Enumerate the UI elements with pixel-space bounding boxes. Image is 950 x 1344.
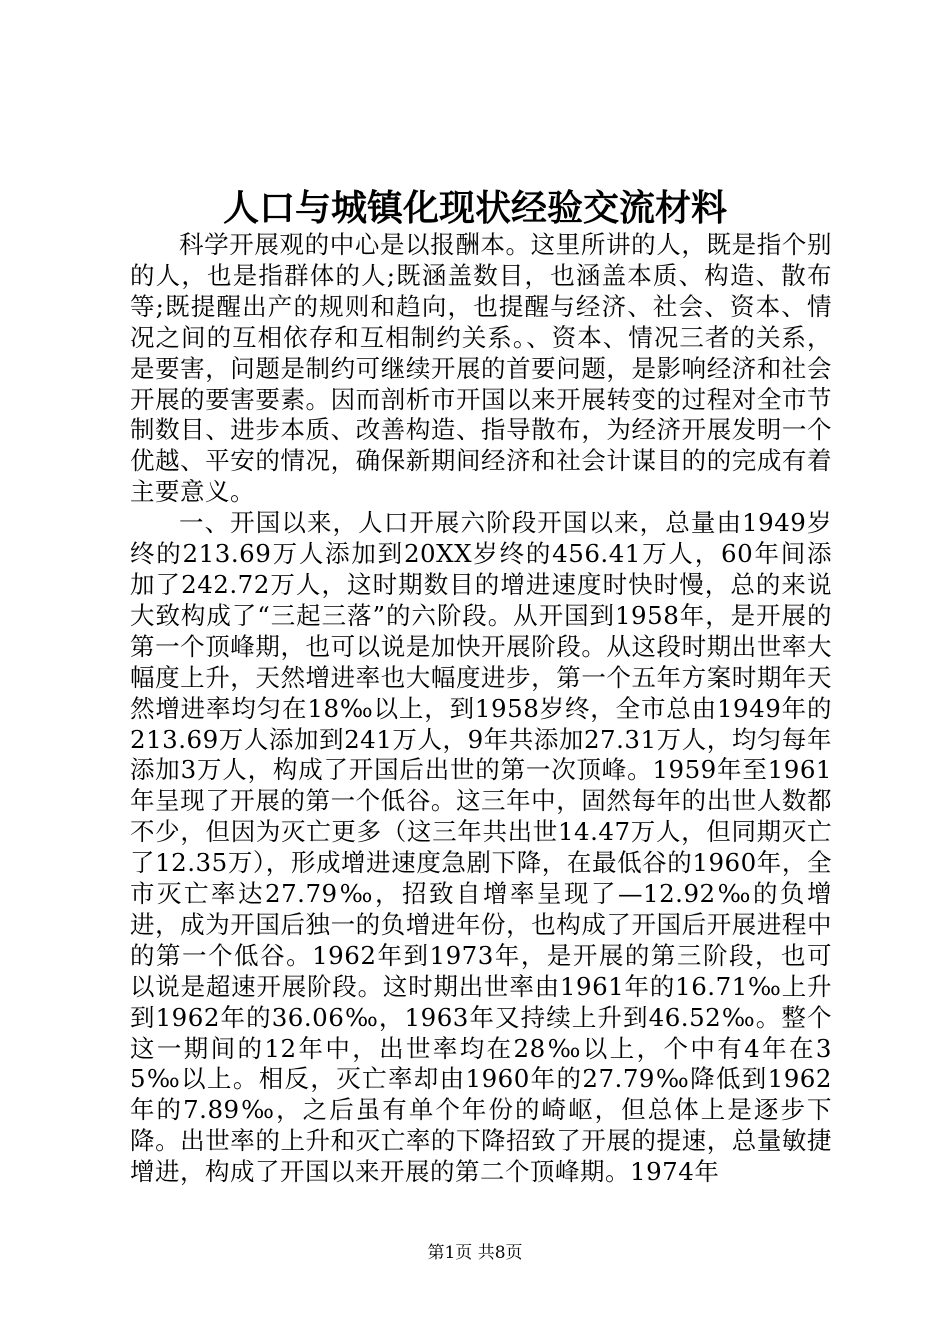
- paragraph-section-1: 一、开国以来，人口开展六阶段开国以来，总量由1949岁终的213.69万人添加到20XX岁终的456.41万人，60年间添加了242.72万人，这时期数目的增进速度时快时慢，总的来说大致构成了“三起三落”的六阶段。从开国到1958年，是开展的第一个顶峰期，也可以说是加快开展阶段。从这段时期出世率大幅度上升，天然增进率也大幅度进步，第一个五年方案时期年天然增进率均匀在18‰以上，到1958岁终，全市总由1949年的213.69万人添加到241万人，9年共添加27.31万人，均匀每年添加3万人，构成了开国后出世的第一次顶峰。1959年至1961年呈现了开展的第一个低谷。这三年中，固然每年的出世人数都不少，但因为灭亡更多（这三年共出世14.47万人，但同期灭亡了12.35万），形成增进速度急剧下降，在最低谷的1960年，全市灭亡率达27.79‰，招致自增率呈现了—12.92‰的负增进，成为开国后独一的负增进年份，也构成了开国后开展进程中的第一个低谷。1962年到1973年，是开展的第三阶段，也可以说是超速开展阶段。这时期出世率由1961年的16.71‰上升到1962年的36.06‰，1963年又持续上升到46.52‰。整个这一期间的12年中，出世率均在28‰以上，个中有4年在35‰以上。相反，灭亡率却由1960年的27.79‰降低到1962年的7.89‰，之后虽有单个年份的崎岖，但总体上是逐步下降。出世率的上升和灭亡率的下降招致了开展的提速，总量敏捷增进，构成了开国以来开展的第二个顶峰期。1974年: [130, 508, 832, 1187]
- page-footer: 第1页 共8页: [427, 1243, 523, 1263]
- document-title: 人口与城镇化现状经验交流材料: [222, 188, 727, 229]
- paragraph-intro: 科学开展观的中心是以报酬本。这里所讲的人，既是指个别的人，也是指群体的人;既涵盖数目，也涵盖本质、构造、散布等;既提醒出产的规则和趋向，也提醒与经济、社会、资本、情况之间的互相依存和互相制约关系。、资本、情况三者的关系，是要害，问题是制约可继续开展的首要问题，是影响经济和社会开展的要害要素。因而剖析市开国以来开展转变的过程对全市节制数目、进步本质、改善构造、指导散布，为经济开展发明一个优越、平安的情况，确保新期间经济和社会计谋目的的完成有着主要意义。: [130, 230, 832, 507]
- document-body: [130, 230, 832, 1188]
